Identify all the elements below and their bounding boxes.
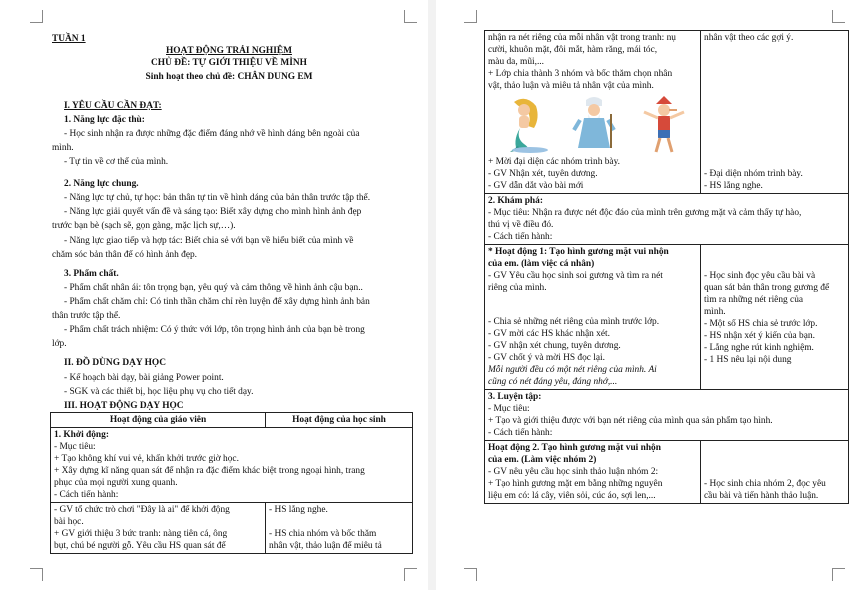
body-line: thân trước tập thể. [52,311,121,321]
table-cell-student: - Học sinh chia nhóm 2, đọc yêu cầu bài và tiến hành thảo luận. [701,441,849,504]
table-cell-teacher: Hoạt động 2. Tạo hình gương mặt vui nhộn của em. (Làm việc nhóm 2) - GV nêu yêu cầu học sinh thảo luận nhóm 2: + Tạo hình gương mặt em bằng những nguyên liệu em có: lá cây, viên sỏi, cúc áo, sợi len,... [485,441,701,504]
table-cell-student: nhân vật theo các gợi ý. - Đại diện nhóm trình bày. - HS lắng nghe. [701,31,849,194]
body-line: - Học sinh nhận ra được những đặc điểm đáng nhớ về hình dáng bên ngoài của [64,129,360,139]
body-line: - Năng lực giải quyết vấn đề và sáng tạo: Biết xây dựng cho mình hình ảnh đẹp [64,207,362,217]
crop-mark [832,10,845,23]
lesson-table [50,412,413,554]
body-line: - Phẩm chất chăm chỉ: Có tinh thần chăm chỉ rèn luyện để xây dựng hình ảnh bản [64,297,370,307]
week-label: TUẦN 1 [52,34,86,44]
table-cell-teacher: - GV tổ chức trò chơi "Đây là ai" để khởi động bài học. + GV giới thiệu 3 bức tranh: nàng tiên cá, ông bụt, chú bé người gỗ. Yêu cầu HS quan sát để [51,503,266,554]
crop-mark [30,10,43,23]
crop-mark [404,10,417,23]
table-row: 3. Luyện tập: - Mục tiêu: + Tạo và giới thiệu được với bạn nét riêng của mình qua sản phẩm tạo hình. - Cách tiến hành: [485,390,849,441]
table-header-student: Hoạt động của học sinh [266,413,413,428]
crop-mark [464,10,477,23]
section-heading: II. ĐỒ DÙNG DẠY HỌC [64,358,166,368]
document-title: HOẠT ĐỘNG TRẢI NGHIỆM [166,46,292,56]
body-line: - Năng lực tự chủ, tự học: bản thân tự tin về hình dáng của bản thân trước tập thể. [64,193,371,203]
subsection-heading: 2. Năng lực chung. [64,179,139,189]
table-header-teacher: Hoạt động của giáo viên [51,413,266,428]
table-cell-teacher: nhận ra nét riêng của mỗi nhân vật trong tranh: nụ cười, khuôn mặt, đôi mắt, hàm răng, mái tóc, màu da, mũi,... + Lớp chia thành 3 nhóm và bốc thăm chọn nhân vật, thảo luận và miêu tả nhân vật của mình. + Mời đại diện các nhóm trình bày. - GV Nhận xét, tuyên dương. - GV dẫn dắt vào bài mới [485,31,701,194]
section-heading: III. HOẠT ĐỘNG DẠY HỌC [64,401,184,411]
lesson-table-continued [484,30,849,504]
body-line: - Phẩm chất nhân ái: tôn trọng bạn, yêu quý và cảm thông về hình ảnh cậu bạn.. [64,283,363,293]
section-heading: I. YÊU CẦU CẦN ĐẠT: [64,101,162,111]
subsection-heading: 3. Phẩm chất. [64,269,119,279]
document-page-right [438,0,858,590]
table-cell-student: - HS lắng nghe. - HS chia nhóm và bốc thăm nhân vật, thảo luận để miêu tả [266,503,413,554]
body-line: - Tự tin về cơ thể của mình. [64,157,169,167]
document-page-left [6,0,426,590]
table-row: 2. Khám phá: - Mục tiêu: Nhận ra được nét độc đáo của mình trên gương mặt và cảm thấy tự hào, thú vị về điều đó. - Cách tiến hành: [485,194,849,245]
body-line: mình. [52,143,74,153]
table-cell-teacher: * Hoạt động 1: Tạo hình gương mặt vui nhộn của em. (làm việc cá nhân) - GV Yêu cầu học sinh soi gương và tìm ra nét riêng của mình. - Chia sẻ những nét riêng của mình trước lớp. - GV mời các HS khác nhận xét. - GV nhận xét chung, tuyên dương. - GV chốt ý và mời HS đọc lại. Mỗi người đều có một nét riêng của mình. Ai cũng có nét đáng yêu, đáng nhớ,... [485,245,701,390]
body-line: - Kế hoạch bài dạy, bài giảng Power point. [64,373,224,383]
body-line: - Phẩm chất trách nhiệm: Có ý thức với lớp, tôn trọng hình ảnh của bạn bè trong [64,325,365,335]
body-line: lớp. [52,339,67,349]
body-line: chăm sóc bản thân để có hình ảnh đẹp. [52,250,198,260]
body-line: - Năng lực giao tiếp và hợp tác: Biết chia sẻ với bạn về hiểu biết của mình về [64,236,354,246]
subsection-heading: 1. Năng lực đặc thù: [64,115,145,125]
crop-mark [464,568,477,581]
character-illustrations [488,92,697,156]
lesson-subtitle: Sinh hoạt theo chủ đề: CHÂN DUNG EM [145,72,313,82]
page-gutter [428,0,436,590]
body-line: trước bạn bè (sạch sẽ, gọn gàng, mặc lịch sự,…). [52,221,236,231]
table-row: 1. Khởi động: - Mục tiêu: + Tạo không khí vui vẻ, khấn khởi trước giờ học. + Xây dựng kĩ năng quan sát để nhận ra đặc điểm khác biệt trong ngoại hình, trang phục của mọi người xung quanh. - Cách tiến hành: [51,428,413,503]
mermaid-illustration [496,94,552,154]
fairy-godfather-illustration [566,94,622,154]
body-line: - SGK và các thiết bị, học liệu phụ vụ cho tiết dạy. [64,387,254,397]
theme-title: CHỦ ĐỀ: TỰ GIỚI THIỆU VỀ MÌNH [151,58,307,68]
pinocchio-illustration [636,94,692,154]
crop-mark [404,568,417,581]
crop-mark [832,568,845,581]
crop-mark [30,568,43,581]
table-cell-student: - Học sinh đọc yêu cầu bài và quan sát bản thân trong gương để tìm ra những nét riêng của mình. - Một số HS chia sẻ trước lớp. - HS nhận xét ý kiến của bạn. - Lắng nghe rút kinh nghiệm. - 1 HS nêu lại nội dung [701,245,849,390]
